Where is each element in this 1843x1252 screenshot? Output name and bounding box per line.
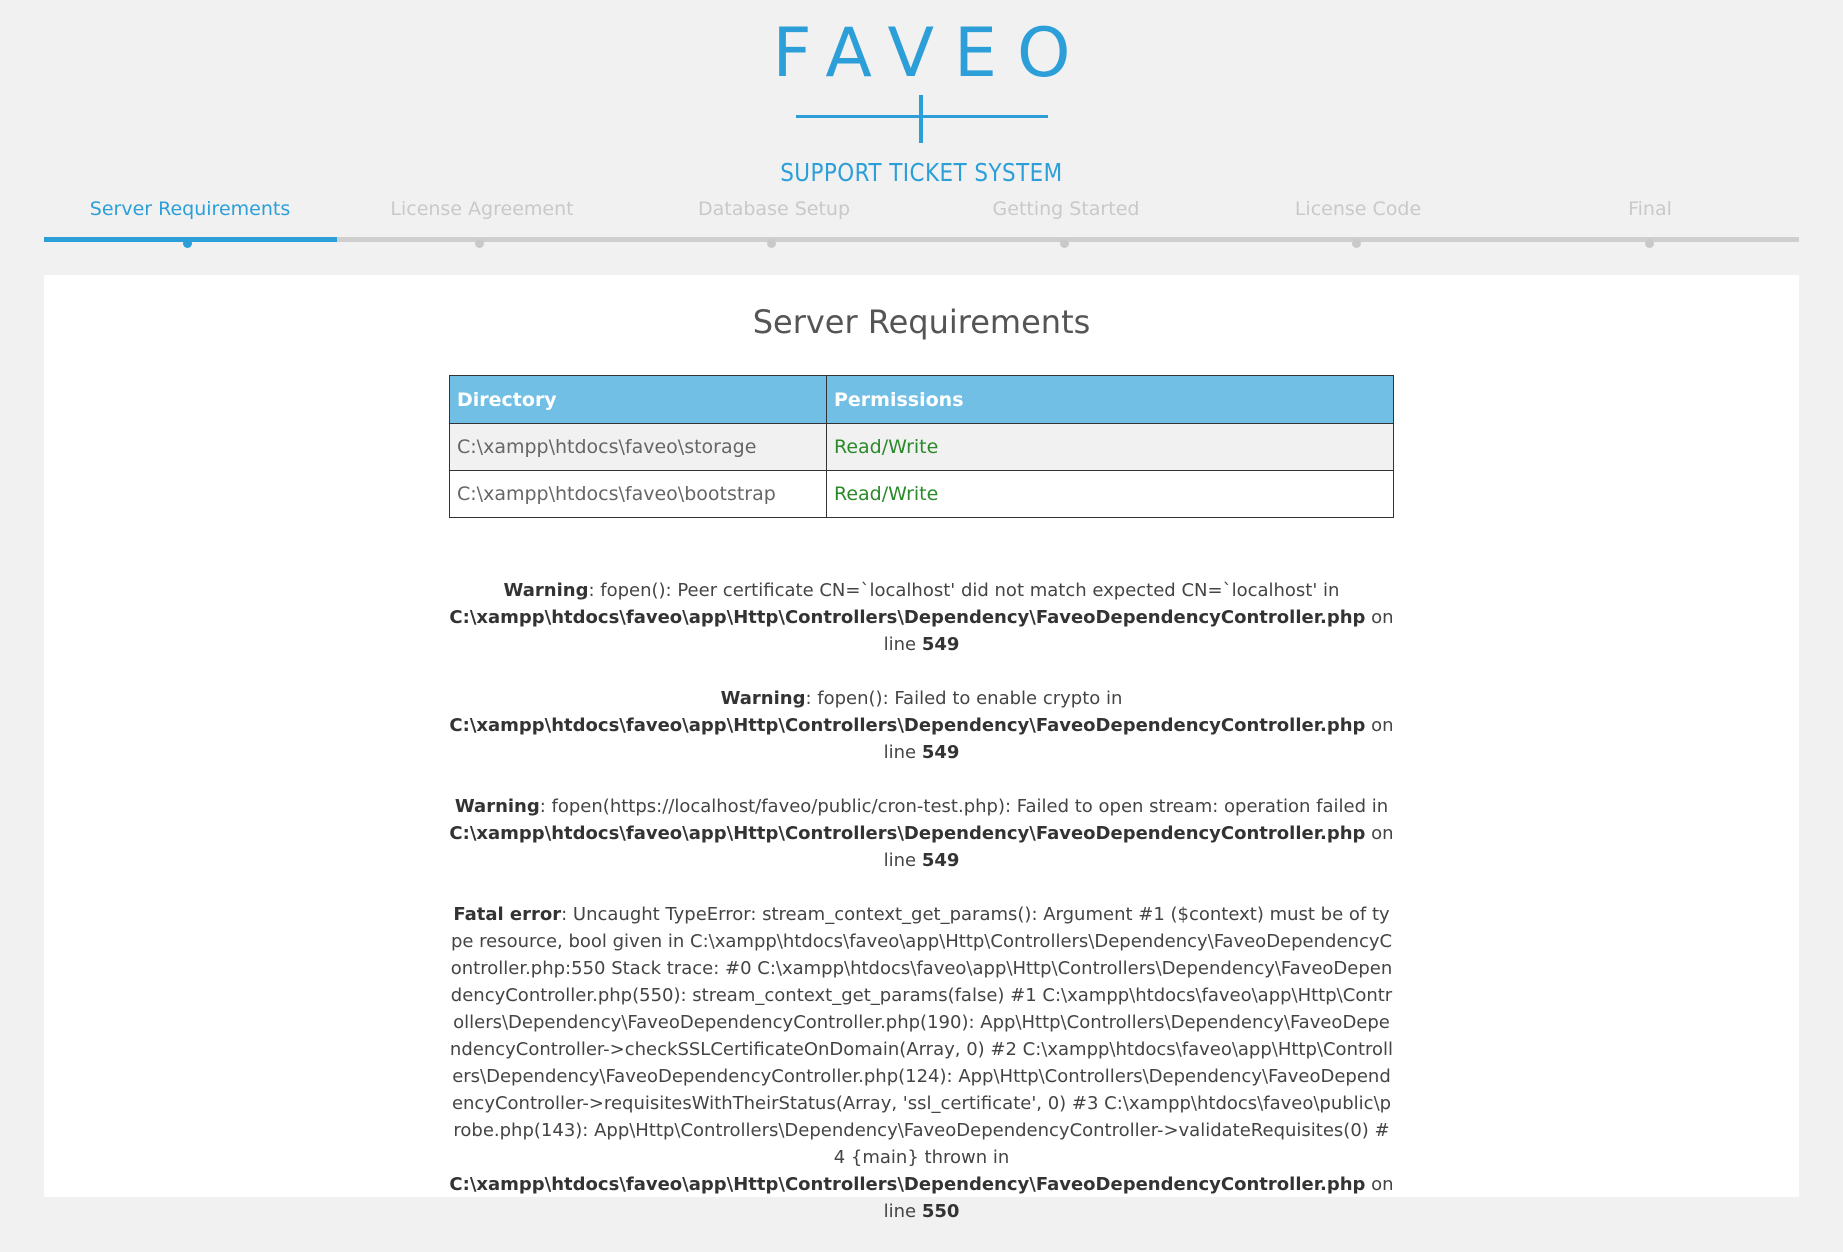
error-label: Warning: [454, 796, 540, 817]
table-row: [450, 424, 1394, 471]
permission-cell: Read/Write: [827, 424, 1394, 471]
error-label: Warning: [503, 580, 589, 601]
step-dot: [1060, 239, 1069, 248]
column-header-directory: Directory: [450, 376, 827, 424]
step-dot: [1645, 239, 1654, 248]
column-header-permissions: Permissions: [827, 376, 1394, 424]
error-text: : Uncaught TypeError: stream_context_get_params(): Argument #1 ($context) must be of type resource, bool given in C:\xampp\htdocs\faveo\app\Http\Controllers\Dependency\FaveoDependencyController.php:550 Stack trace: #0 C:\xampp\htdocs\faveo\app\Http\Controllers\Dependency\FaveoDependencyController.php(550): stream_context_get_params(false) #1 C:\xampp\htdocs\faveo\app\Http\Controllers\Dependency\FaveoDependencyController.php(190): App\Http\Controllers\Dependency\FaveoDependencyController->checkSSLCertificateOnDomain(Array, 0) #2 C:\xampp\htdocs\faveo\app\Http\Controllers\Dependency\FaveoDependencyController.php(124): App\Http\Controllers\Dependency\FaveoDependencyController->requisitesWithTheirStatus(Array, 'ssl_certificate', 0) #3 C:\xampp\htdocs\faveo\public\probe.php(143): App\Http\Controllers\Dependency\FaveoDependencyController->validateRequisites(0) #4 {main} thrown in: [449, 904, 1394, 1168]
step-dot: [183, 239, 192, 248]
error-file: C:\xampp\htdocs\faveo\app\Http\Controllers\Dependency\FaveoDependencyController.php: [449, 607, 1366, 628]
error-line: 550: [921, 1201, 960, 1222]
error-online: on line: [883, 607, 1394, 655]
fatal-error-message: [449, 901, 1394, 1225]
permission-cell: Read/Write: [827, 471, 1394, 518]
error-text: : fopen(): Peer certificate CN=`localhost' did not match expected CN=`localhost' in: [588, 580, 1340, 601]
logo-wordmark: FAVEO: [772, 14, 1091, 93]
faveo-logo: [0, 0, 1843, 200]
error-online: on line: [883, 715, 1394, 763]
table-header-row: [450, 376, 1394, 424]
directory-cell: C:\xampp\htdocs\faveo\storage: [450, 424, 827, 471]
error-text: : fopen(https://localhost/faveo/public/cron-test.php): Failed to open stream: operation failed in: [539, 796, 1389, 817]
step-license-agreement[interactable]: License Agreement: [390, 198, 574, 220]
permissions-table: [449, 375, 1394, 518]
step-dot: [1352, 239, 1361, 248]
step-getting-started[interactable]: Getting Started: [992, 198, 1140, 220]
logo-cross-icon: [796, 95, 1048, 143]
error-online: on line: [883, 1174, 1394, 1222]
error-line: 549: [921, 742, 960, 763]
error-line: 549: [921, 634, 960, 655]
step-database-setup[interactable]: Database Setup: [698, 198, 850, 220]
error-message: [449, 685, 1394, 766]
page-title: Server Requirements: [752, 303, 1091, 341]
error-online: on line: [883, 823, 1394, 871]
error-file: C:\xampp\htdocs\faveo\app\Http\Controllers\Dependency\FaveoDependencyController.php: [449, 1174, 1366, 1195]
step-final[interactable]: Final: [1628, 198, 1672, 220]
error-file: C:\xampp\htdocs\faveo\app\Http\Controllers\Dependency\FaveoDependencyController.php: [449, 823, 1366, 844]
step-server-requirements[interactable]: Server Requirements: [89, 198, 291, 220]
step-dot: [767, 239, 776, 248]
php-error-output: [449, 577, 1394, 1252]
table-row: [450, 471, 1394, 518]
error-label: Warning: [720, 688, 806, 709]
logo-tagline: SUPPORT TICKET SYSTEM: [780, 158, 1063, 187]
step-dot: [475, 239, 484, 248]
error-label: Fatal error: [453, 904, 562, 925]
error-text: : fopen(): Failed to enable crypto in: [805, 688, 1123, 709]
step-license-code[interactable]: License Code: [1294, 198, 1422, 220]
directory-cell: C:\xampp\htdocs\faveo\bootstrap: [450, 471, 827, 518]
main-panel: [44, 275, 1799, 1222]
error-message: [449, 577, 1394, 658]
install-steps: [44, 190, 1799, 250]
error-file: C:\xampp\htdocs\faveo\app\Http\Controllers\Dependency\FaveoDependencyController.php: [449, 715, 1366, 736]
error-message: [449, 793, 1394, 874]
error-line: 549: [921, 850, 960, 871]
